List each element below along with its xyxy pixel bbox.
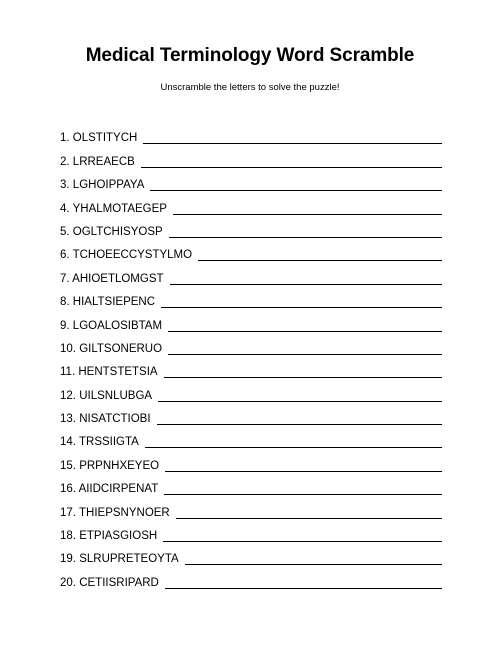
list-item — [60, 145, 442, 168]
item-number: 8. — [60, 296, 70, 309]
item-label — [60, 342, 168, 356]
list-item — [60, 473, 442, 496]
scrambled-word: THIEPSNYNOER — [79, 506, 170, 519]
answer-line[interactable] — [157, 412, 442, 425]
scrambled-word: UILSNLUBGA — [79, 389, 153, 402]
item-number: 4. — [60, 202, 70, 215]
list-item — [60, 426, 442, 449]
item-number: 18. — [60, 530, 76, 543]
scrambled-word: YHALMOTAEGEP — [72, 202, 167, 215]
scrambled-word: OLSTITYCH — [72, 132, 138, 145]
scrambled-word: SLRUPRETEOYTA — [79, 553, 179, 566]
item-label — [60, 155, 141, 169]
scrambled-word: LGHOIPPAYA — [72, 179, 145, 192]
item-label — [60, 295, 161, 309]
list-item — [60, 449, 442, 472]
list-item — [60, 216, 442, 239]
list-item — [60, 333, 442, 356]
list-item — [60, 543, 442, 566]
item-number: 14. — [60, 436, 76, 449]
item-number: 19. — [60, 553, 76, 566]
list-item — [60, 356, 442, 379]
item-label — [60, 389, 158, 403]
item-label — [60, 576, 165, 590]
list-item — [60, 286, 442, 309]
scrambled-word: LRREAECB — [72, 155, 135, 168]
scrambled-word: NISATCTIOBI — [79, 413, 151, 426]
answer-line[interactable] — [143, 131, 442, 144]
answer-line[interactable] — [161, 295, 442, 308]
instructions: Unscramble the letters to solve the puzzle! — [160, 82, 340, 93]
list-item — [60, 262, 442, 285]
answer-line[interactable] — [173, 202, 442, 215]
answer-line[interactable] — [163, 529, 442, 542]
item-number: 12. — [60, 389, 76, 402]
answer-line[interactable] — [150, 178, 442, 191]
item-number: 7. — [60, 272, 70, 285]
scrambled-word: CETIISRIPARD — [79, 576, 159, 589]
scrambled-word: HIALTSIEPENC — [72, 296, 156, 309]
answer-line[interactable] — [198, 248, 442, 261]
list-item — [60, 379, 442, 402]
item-label — [60, 412, 157, 426]
answer-line[interactable] — [176, 506, 442, 519]
scrambled-word: TCHOEECCYSTYLMO — [72, 249, 193, 262]
item-label — [60, 178, 150, 192]
answer-line[interactable] — [164, 365, 442, 378]
list-item — [60, 403, 442, 426]
item-label — [60, 552, 185, 566]
item-number: 10. — [60, 342, 76, 355]
item-number: 5. — [60, 225, 70, 238]
item-label — [60, 202, 173, 216]
item-number: 15. — [60, 459, 76, 472]
scrambled-word: HENTSTETSIA — [78, 366, 158, 379]
answer-line[interactable] — [168, 342, 442, 355]
list-item — [60, 496, 442, 519]
list-item — [60, 169, 442, 192]
list-item — [60, 309, 442, 332]
item-label — [60, 248, 198, 262]
list-item — [60, 566, 442, 589]
scramble-list — [60, 122, 442, 590]
answer-line[interactable] — [164, 482, 442, 495]
item-number: 13. — [60, 413, 76, 426]
item-number: 2. — [60, 155, 70, 168]
scrambled-word: OGLTCHISYOSP — [72, 225, 163, 238]
answer-line[interactable] — [169, 225, 442, 238]
answer-line[interactable] — [158, 389, 442, 402]
page-title: Medical Terminology Word Scramble — [85, 45, 415, 66]
list-item — [60, 520, 442, 543]
scrambled-word: AHIOETLOMGST — [72, 272, 164, 285]
item-label — [60, 131, 143, 145]
answer-line[interactable] — [165, 576, 442, 589]
item-label — [60, 529, 163, 543]
answer-line[interactable] — [168, 319, 442, 332]
item-number: 3. — [60, 179, 70, 192]
item-label — [60, 365, 164, 379]
item-number: 11. — [60, 366, 76, 379]
item-label — [60, 319, 168, 333]
item-number: 9. — [60, 319, 70, 332]
answer-line[interactable] — [145, 435, 442, 448]
answer-line[interactable] — [165, 459, 442, 472]
scrambled-word: LGOALOSIBTAM — [72, 319, 163, 332]
item-number: 20. — [60, 576, 76, 589]
item-label — [60, 225, 169, 239]
answer-line[interactable] — [141, 155, 442, 168]
item-number: 17. — [60, 506, 76, 519]
item-number: 6. — [60, 249, 70, 262]
item-label — [60, 459, 165, 473]
scrambled-word: PRPNHXEYEO — [79, 459, 160, 472]
item-number: 1. — [60, 132, 70, 145]
item-label — [60, 506, 176, 520]
item-number: 16. — [60, 483, 76, 496]
list-item — [60, 239, 442, 262]
list-item — [60, 192, 442, 215]
item-label — [60, 435, 145, 449]
scrambled-word: TRSSIIGTA — [79, 436, 139, 449]
answer-line[interactable] — [170, 272, 442, 285]
scrambled-word: AIIDCIRPENAT — [78, 483, 159, 496]
item-label — [60, 482, 164, 496]
list-item — [60, 122, 442, 145]
scrambled-word: ETPIASGIOSH — [79, 530, 158, 543]
answer-line[interactable] — [185, 552, 442, 565]
scrambled-word: GILTSONERUO — [79, 342, 163, 355]
item-label — [60, 272, 170, 286]
